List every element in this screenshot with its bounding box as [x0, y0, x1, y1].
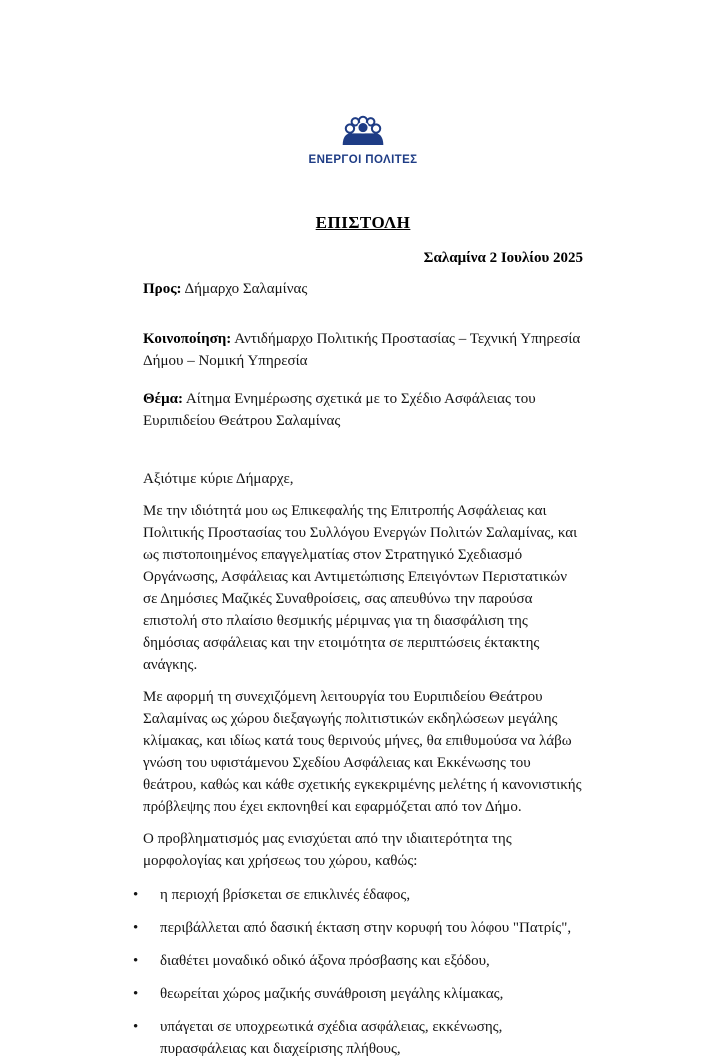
bullet-item: [133, 1016, 583, 1060]
bullet-item: [133, 983, 583, 1005]
paragraph: Με αφορμή τη συνεχιζόμενη λειτουργία του Ευριπιδείου Θεάτρου Σαλαμίνας ως χώρου διεξαγωγής πολιτιστικών εκδηλώσεων μεγάλης κλίμακας, και ιδίως κατά τους θερινούς μήνες, θα επιθυμούσα να λάβω γνώση του υφιστάμενου Σχεδίου Ασφάλειας και Εκκένωσης του θεάτρου, καθώς και κάθε σχετικής εγκεκριμένης μελέτης ή κανονιστικής πρόβλεψης που έχει εκπονηθεί και εφαρμόζεται από τον Δήμο.: [143, 689, 582, 815]
logo-text: ΕΝΕΡΓΟΙ ΠΟΛΙΤΕΣ: [308, 154, 418, 166]
subject-line: [143, 388, 583, 432]
bullet-text: περιβάλλεται από δασική έκταση στην κορυφή του λόφου "Πατρίς",: [160, 920, 572, 936]
paragraph: Με την ιδιότητά μου ως Επικεφαλής της Επιτροπής Ασφάλειας και Πολιτικής Προστασίας του Συλλόγου Ενεργών Πολιτών Σαλαμίνας, και ως πιστοποιημένος επαγγελματίας στον Στρατηγικό Σχεδιασμό Οργάνωσης, Ασφάλειας και Αντιμετώπισης Επειγόντων Περιστατικών σε Δημόσιες Μαζικές Συναθροίσεις, σας απευθύνω την παρούσα επιστολή στο πλαίσιο θεσμικής μέριμνας για τη διασφάλιση της δημόσιας ασφάλειας και την ετοιμότητα σε περιπτώσεις έκτακτης ανάγκης.: [143, 503, 578, 673]
bullet-icon: •: [133, 887, 139, 903]
people-group-icon: [340, 116, 386, 145]
subject-value: Αίτημα Ενημέρωσης σχετικά με το Σχέδιο Ασφάλειας του Ευριπιδείου Θεάτρου Σαλαμίνας: [143, 391, 536, 429]
recipient-line: [143, 278, 583, 300]
bullet-icon: •: [133, 1019, 139, 1035]
bullet-icon: •: [133, 986, 139, 1002]
subject-label: Θέμα:: [143, 391, 183, 407]
letter-title: ΕΠΙΣΤΟΛΗ: [315, 213, 411, 232]
recipient-label: Προς:: [143, 281, 182, 297]
logo: [143, 116, 583, 166]
paragraph: Ο προβληματισμός μας ενισχύεται από την ιδιαιτερότητα της μορφολογίας και χρήσεως του χώρου, καθώς:: [143, 831, 512, 869]
cc-label: Κοινοποίηση:: [143, 331, 232, 347]
recipient-value: Δήμαρχο Σαλαμίνας: [184, 281, 308, 297]
bullet-text: η περιοχή βρίσκεται σε επικλινές έδαφος,: [160, 887, 411, 903]
bullet-text: διαθέτει μοναδικό οδικό άξονα πρόσβασης και εξόδου,: [160, 953, 490, 969]
salutation: Αξιότιμε κύριε Δήμαρχε,: [143, 471, 294, 487]
letter-date: Σαλαμίνα 2 Ιουλίου 2025: [423, 250, 583, 266]
bullet-icon: •: [133, 953, 139, 969]
cc-value: Αντιδήμαρχο Πολιτικής Προστασίας – Τεχνική Υπηρεσία Δήμου – Νομική Υπηρεσία: [143, 331, 581, 369]
cc-line: [143, 328, 583, 372]
bullet-text: θεωρείται χώρος μαζικής συνάθροιση μεγάλης κλίμακας,: [160, 986, 504, 1002]
bullet-list: [133, 884, 583, 1060]
bullet-text: υπάγεται σε υποχρεωτικά σχέδια ασφάλειας, εκκένωσης, πυρασφάλειας και διαχείρισης πλήθους,: [160, 1019, 503, 1057]
bullet-icon: •: [133, 920, 139, 936]
bullet-item: [133, 917, 583, 939]
bullet-item: [133, 884, 583, 906]
bullet-item: [133, 950, 583, 972]
